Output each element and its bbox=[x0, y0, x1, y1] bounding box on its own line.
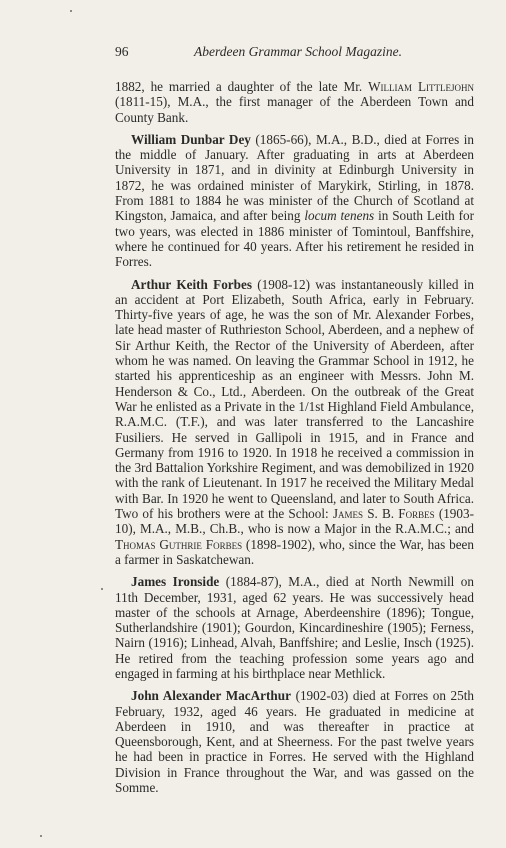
running-title: Aberdeen Grammar School Magazine. bbox=[194, 44, 402, 59]
person-name-smallcaps: William Littlejohn bbox=[368, 79, 474, 94]
text-run: (1903-10), M.A., M.B., Ch.B., who is now a Major in the R.A.M.C.; and bbox=[115, 506, 474, 537]
obituary-dey bbox=[115, 132, 474, 270]
text-run: (1865-66), M.A., B.D., died at Forres in the middle of January. After graduating in arts at Aberdeen University in 1871, and in divinity at Edinburgh University in 1872, he was ordained minister of Marykirk, Stirling, in 1878. From 1881 to 1884 he was minister of the Church of Scotland at Kingston, Jamaica, and after being bbox=[115, 131, 475, 224]
person-name-smallcaps: Thomas Guthrie Forbes bbox=[115, 536, 243, 552]
obituary-name: Arthur Keith Forbes bbox=[131, 276, 252, 292]
text-run: 1882, he married a daughter of the late Mr. bbox=[115, 79, 369, 94]
text-run: (1898-1902), who, since the War, has been a farmer in Saskatchewan. bbox=[115, 536, 474, 567]
running-header bbox=[115, 44, 474, 60]
text-run: in South Leith for two years, was elected in 1886 minister of Tomintoul, Banffshire, where he continued for 40 years. After his retirement he resided in Forres. bbox=[115, 208, 474, 270]
obituary-forbes bbox=[115, 277, 474, 568]
text-run: (1908-12) was instantaneously killed in an accident at Port Elizabeth, South Africa, early in February. Thirty-five years of age, he was the son of Mr. Alexander Forbes, late head master of Ruthrieston School, Aberdeen, and a nephew of Sir Arthur Keith, the Rector of the University of Aberdeen, after whom he was named. On leaving the Grammar School in 1912, he started his apprenticeship as an engineer with Messrs. John M. Henderson & Co., Ltd., Aberdeen. On the outbreak of the Great War he enlisted as a Private in the 1/1st Highland Field Ambulance, R.A.M.C. (T.F.), and was later transferred to the Lancashire Fusiliers. He served in Gallipoli in 1915, and in France and Germany from 1916 to 1920. In 1918 he received a commission in the 3rd Battalion Yorkshire Regiment, and was demobilized in 1920 with the rank of Lieutenant. In 1917 he received the Military Medal with Bar. In 1920 he went to Queensland, and later to South Africa. Two of his brothers were at the School: bbox=[115, 276, 475, 522]
obituary-macarthur bbox=[115, 688, 474, 795]
text-run: (1902-03) died at Forres on 25th February, 1932, aged 46 years. He graduated in medicine at Aberdeen in 1910, and was thereafter in practice at Queensborough, Kent, and at Sheerness. For the past twelve years he had been in practice in Forres. He served with the Highland Division in France throughout the War, and was gassed on the Somme. bbox=[115, 688, 474, 796]
italic-phrase: locum tenens bbox=[304, 208, 375, 224]
page-number: 96 bbox=[115, 44, 129, 59]
obituary-name: William Dunbar Dey bbox=[131, 131, 251, 147]
obituary-ironside bbox=[115, 574, 474, 681]
obituary-name: James Ironside bbox=[131, 574, 220, 590]
paragraph-continuation bbox=[115, 79, 474, 125]
text-run: (1884-87), M.A., died at North Newmill on 11th December, 1931, aged 62 years. He was successively head master of the schools at Arnage, Aberdeenshire (1896); Tongue, Sutherlandshire (1901); Gourdon, Kincardineshire (1905); Ferness, Nairn (1916); Linhead, Alvah, Banffshire; and Leslie, Insch (1925). He retired from the teaching profession some years ago and engaged in farming at his birthplace near Methlick. bbox=[115, 574, 474, 681]
person-name-smallcaps: James S. B. Forbes bbox=[332, 506, 435, 522]
text-run: (1811-15), M.A., the first manager of the Aberdeen Town and County Bank. bbox=[115, 94, 474, 125]
obituary-name: John Alexander MacArthur bbox=[131, 688, 291, 704]
